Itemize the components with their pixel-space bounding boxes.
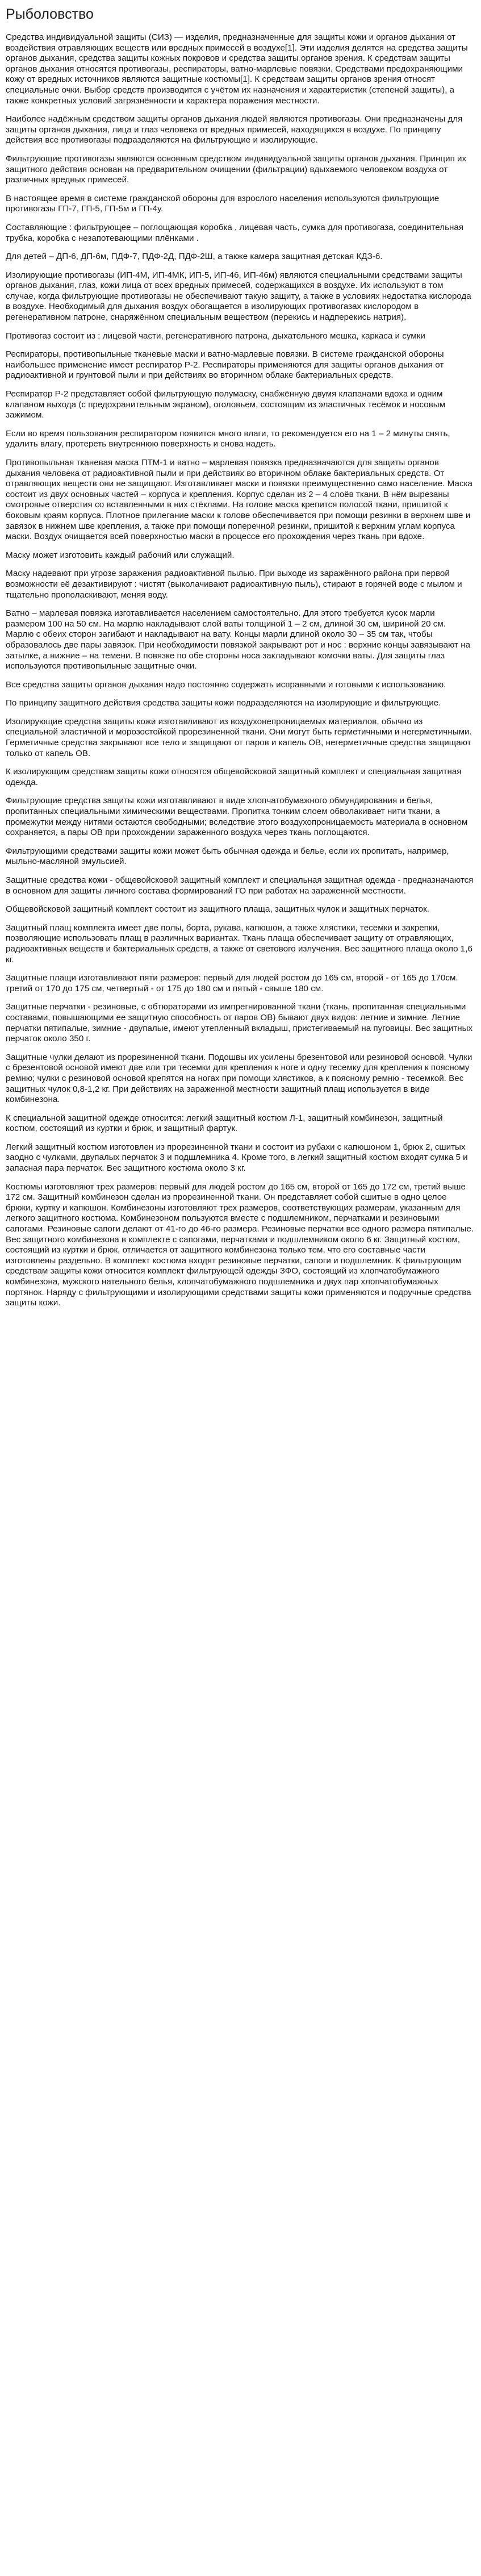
- paragraph: Защитные чулки делают из прорезиненной ткани. Подошвы их усилены брезентовой или резиновой основой. Чулки с брезентовой основой имеют две или три тесемки для крепления к ноге и одну тесемку для крепления к поясному ремню; чулки с резиновой основой крепятся на ногах при помощи хлястиков, а к поясному ремню - тесемкой. Вес защитных чулок 0,8-1,2 кг. При действиях на зараженной местности защитный плащ используется в виде комбинезона.: [6, 1052, 472, 1105]
- paragraph: В настоящее время в системе гражданской обороны для взрослого населения используются фильтрующие противогазы ГП-7, ГП-5, ГП-5м и ГП-4у.: [6, 193, 440, 214]
- paragraph: К изолирующим средствам защиты кожи относятся общевойсковой защитный комплект и специальная защитная одежда.: [6, 767, 462, 787]
- paragraph: Противопыльная тканевая маска ПТМ-1 и ватно – марлевая повязка предназначаются для защиты органов дыхания человека от радиоактивной пыли и при действиях во вторичном облаке бактериальных средств. От отравляющих веществ они не защищают. Изготавливает маски и повязки преимущественно само население. Маска состоит из двух основных частей – корпуса и крепления. Корпус сделан из 2 – 4 слоёв ткани. В нём вырезаны смотровые отверстия со вставленными в них стёклами. На голове маска крепится полосой ткани, пришитой к боковым краям корпуса. Плотное прилегание маски к голове обеспечивается при помощи резинки в верхнем шве и завязок в нижнем шве крепления, а также при помощи поперечной резинки, пришитой к верхним углам корпуса маски. Воздух очищается всей поверхностью маски в процессе его прохождения через ткань при вдохе.: [6, 458, 472, 542]
- paragraph: Для детей – ДП-6, ДП-6м, ПДФ-7, ПДФ-2Д, ПДФ-2Ш, а также камера защитная детская КДЗ-6.: [6, 252, 383, 262]
- paragraph: Изолирующие противогазы (ИП-4М, ИП-4МК, ИП-5, ИП-46, ИП-46м) являются специальными средствами защиты органов дыхания, глаз, кожи лица от всех вредных примесей, содержащихся в воздухе. Их используют в том случае, когда фильтрующие противогазы не обеспечивают такую защиту, а также в условиях недостатка кислорода в воздухе. Необходимый для дыхания воздух обогащается в изолирующих противогазах кислородом в регенеративном патроне, снаряжённом специальным веществом (перекись и надперекись натрия).: [6, 270, 471, 323]
- paragraph: Фильтрующими средствами защиты кожи может быть обычная одежда и белье, если их пропитать, например, мыльно-масляной эмульсией.: [6, 846, 449, 867]
- paragraph: Наиболее надёжным средством защиты органов дыхания людей являются противогазы. Они предназначены для защиты органов дыхания, лица и глаз человека от вредных примесей, находящихся в воздухе. По принципу действия все противогазы подразделяются на фильтрующие и изолирующие.: [6, 114, 463, 145]
- paragraph: По принципу защитного действия средства защиты кожи подразделяются на изолирующие и фильтрующие.: [6, 698, 441, 708]
- paragraph: Легкий защитный костюм изготовлен из прорезиненной ткани и состоит из рубахи с капюшоном 1, брюк 2, сшитых заодно с чулками, двупалых перчаток 3 и подшлемника 4. Кроме того, в легкий защитный костюм входят сумка 5 и запасная пара перчаток. Вес защитного костюма около 3 кг.: [6, 1142, 468, 1174]
- article-body: [6, 32, 475, 1309]
- paragraph: Фильтрующие противогазы являются основным средством индивидуальной защиты органов дыхания. Принцип их защитного действия основан на предварительном очищении (фильтрации) вдыхаемого человеком воздуха от различных вредных примесей.: [6, 153, 467, 185]
- paragraph: Защитные средства кожи - общевойсковой защитный комплект и специальная защитная одежда - предназначаются в основном для защиты личного состава формирований ГО при работах на зараженной местности.: [6, 875, 474, 896]
- paragraph: Изолирующие средства защиты кожи изготавливают из воздухонепроницаемых материалов, обычно из специальной эластичной и морозостойкой прорезиненной ткани. Они могут быть герметичными и негерметичными. Герметичные средства закрывают все тело и защищают от паров и капель ОВ, негерметичные средства защищают только от капель ОВ.: [6, 716, 472, 758]
- paragraph: Средства индивидуальной защиты (СИЗ) — изделия, предназначенные для защиты кожи и органов дыхания от воздействия отравляющих веществ или вредных примесей в воздухе[1]. Эти изделия делятся на средства защиты органов дыхания, средства защиты кожных покровов и средства защиты органов зрения. К средствам защиты органов дыхания относятся противогазы, респираторы, ватно-марлевые повязки. Средствами предохраняющими кожу от вредных источников являются защитные костюмы[1]. К средствам защиты органов зрения относят специальные очки. Выбор средств производится с учётом их назначения и характеристик (степеней защиты), а также конкретных условий загрязнённости и характера поражения местности.: [6, 32, 468, 106]
- paragraph: Составляющие : фильтрующее – поглощающая коробка , лицевая часть, сумка для противогаза, соединительная трубка, коробка с незапотевающими плёнками .: [6, 222, 464, 243]
- paragraph: К специальной защитной одежде относится: легкий защитный костюм Л-1, защитный комбинезон, защитный костюм, состоящий из куртки и брюк, и защитный фартук.: [6, 1113, 443, 1134]
- paragraph: Защитные перчатки - резиновые, с обтюраторами из импрегнированной ткани (ткань, пропитанная специальными составами, повышающими ее защитную способность от паров ОВ) бывают двух видов: летние и зимние. Летние перчатки пятипалые, зимние - двупалые, имеют утепленный вкладыш, пристегиваемый на пуговицы. Вес защитных перчаток около 350 г.: [6, 1002, 473, 1044]
- paragraph: Костюмы изготовляют трех размеров: первый для людей ростом до 165 см, второй от 165 до 172 см, третий выше 172 см. Защитный комбинезон сделан из прорезиненной ткани. Он представляет собой сшитые в одно целое брюки, куртку и капюшон. Комбинезоны изготовляют трех размеров, соответствующих размерам, указанным для легкого защитного костюма. Комбинезоном пользуются вместе с подшлемником, перчатками и резиновыми сапогами. Резиновые сапоги делают от 41-го до 46-го размера. Резиновые перчатки все одного размера пятипалые. Вес защитного комбинезона в комплекте с сапогами, перчатками и подшлемником около 6 кг. Защитный костюм, состоящий из куртки и брюк, отличается от защитного комбинезона только тем, что его составные части изготовлены раздельно. В комплект костюма входят резиновые перчатки, сапоги и подшлемник. К фильтрующим средствам защиты кожи относится комплект фильтрующей одежды ЗФО, состоящий из хлопчатобумажного комбинезона, мужского нательного белья, хлопчатобумажного подшлемника и двух пар хлопчатобумажных портянок. Наряду с фильтрующими и изолирующими средствами защиты кожи применяются и подручные средства защиты кожи.: [6, 1181, 474, 1308]
- paragraph: Маску надевают при угрозе заражения радиоактивной пылью. При выходе из заражённого района при первой возможности её дезактивируют : чистят (выколачивают радиоактивную пыль), стирают в горячей воде с мылом и тщательно прополаскивают, меняя воду.: [6, 569, 462, 600]
- paragraph: Респираторы, противопыльные тканевые маски и ватно-марлевые повязки. В системе гражданской обороны наибольшее применение имеет респиратор Р-2. Респираторы применяются для защиты органов дыхания от радиоактивной и грунтовой пыли и при действиях во вторичном облаке бактериальных средств.: [6, 349, 444, 381]
- paragraph: Общевойсковой защитный комплект состоит из защитного плаща, защитных чулок и защитных перчаток.: [6, 904, 429, 915]
- paragraph: Противогаз состоит из : лицевой части, регенеративного патрона, дыхательного мешка, каркаса и сумки: [6, 331, 425, 341]
- paragraph: Респиратор Р-2 представляет собой фильтрующую полумаску, снабжённую двумя клапанами вдоха и одним клапаном выхода (с предохранительным экраном), оголовьем, состоящим из эластичных тесёмок и носовым зажимом.: [6, 389, 446, 420]
- paragraph: Защитные плащи изготавливают пяти размеров: первый для людей ростом до 165 см, второй - от 165 до 170см. третий от 170 до 175 см, четвертый - от 175 до 180 см и пятый - свыше 180 см.: [6, 973, 458, 993]
- paragraph: Защитный плащ комплекта имеет две полы, борта, рукава, капюшон, а также хлястики, тесемки и закрепки, позволяющие использовать плащ в различных вариантах. Ткань плаща обеспечивает защиту от отравляющих, радиоактивных веществ и бактериальных средств, а также от светового излучения. Вес защитного плаща около 1,6 кг.: [6, 922, 472, 965]
- page-title: Рыболовство: [6, 6, 94, 22]
- paragraph: Фильтрующие средства защиты кожи изготавливают в виде хлопчатобумажного обмундирования и белья, пропитанных специальными химическими веществами. Пропитка тонким слоем обволакивает нити ткани, а промежутки между нитями остаются свободными; вследствие этого воздухопроницаемость материала в основном сохраняется, а пары ОВ при прохождении зараженного воздуха через ткань поглощаются.: [6, 796, 468, 838]
- paragraph: Маску может изготовить каждый рабочий или служащий.: [6, 550, 235, 560]
- paragraph: Ватно – марлевая повязка изготавливается населением самостоятельно. Для этого требуется кусок марли размером 100 на 50 см. На марлю накладывают слой ваты толщиной 1 – 2 см, длиной 30 см, шириной 20 см. Марлю с обеих сторон загибают и накладывают на вату. Концы марли длиной около 30 – 35 см так, чтобы образовалось две пары завязок. При необходимости повязкой закрывают рот и нос : верхние концы завязывают на затылке, а нижние – на темени. В повязке по обе стороны носа закладывают комочки ваты. Для защиты глаз используются противопыльные защитные очки.: [6, 608, 471, 671]
- paragraph: Если во время пользования респиратором появится много влаги, то рекомендуется его на 1 – 2 минуты снять, удалить влагу, протереть внутреннюю поверхность и снова надеть.: [6, 428, 450, 449]
- paragraph: Все средства защиты органов дыхания надо постоянно содержать исправными и готовыми к использованию.: [6, 679, 446, 690]
